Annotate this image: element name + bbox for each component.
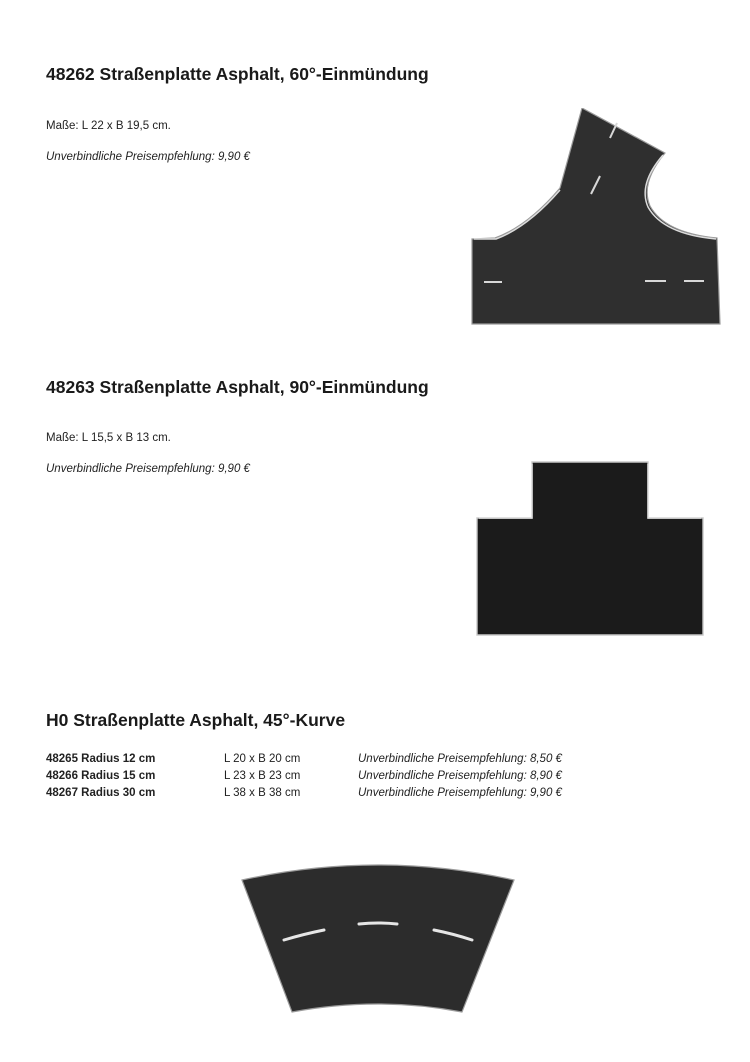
variant-code: 48267 Radius 30 cm bbox=[46, 787, 156, 799]
product-price-48262 bbox=[46, 151, 250, 163]
price-label: Unverbindliche Preisempfehlung bbox=[46, 151, 212, 163]
road-plate-60deg-junction-image bbox=[470, 108, 722, 326]
variant-price: Unverbindliche Preisempfehlung: 9,90 € bbox=[358, 787, 562, 799]
product-dimensions-48262: Maße: L 22 x B 19,5 cm. bbox=[46, 120, 171, 132]
product-title-h0-curve: H0 Straßenplatte Asphalt, 45°-Kurve bbox=[46, 710, 346, 730]
table-row bbox=[46, 768, 562, 785]
price-value: : 9,90 € bbox=[211, 463, 250, 475]
road-plate-90deg-junction-image bbox=[474, 460, 706, 640]
asphalt-plate bbox=[242, 865, 514, 1012]
variant-size: L 38 x B 38 cm bbox=[224, 787, 301, 799]
product-dimensions-48263: Maße: L 15,5 x B 13 cm. bbox=[46, 432, 171, 444]
lane-marking bbox=[359, 923, 397, 924]
variant-size: L 23 x B 23 cm bbox=[224, 770, 301, 782]
table-row bbox=[46, 751, 562, 768]
variant-price: Unverbindliche Preisempfehlung: 8,90 € bbox=[358, 770, 562, 782]
variant-size: L 20 x B 20 cm bbox=[224, 753, 301, 765]
asphalt-plate bbox=[472, 108, 720, 324]
price-label: Unverbindliche Preisempfehlung bbox=[46, 463, 212, 475]
table-row bbox=[46, 785, 562, 802]
curve-variants-table bbox=[46, 751, 562, 802]
asphalt-plate bbox=[477, 462, 703, 635]
variant-price: Unverbindliche Preisempfehlung: 8,50 € bbox=[358, 753, 562, 765]
product-title-48263: 48263 Straßenplatte Asphalt, 90°-Einmündung bbox=[46, 377, 429, 397]
product-price-48263 bbox=[46, 463, 250, 475]
road-plate-45deg-curve-image bbox=[238, 858, 518, 1018]
product-title-48262: 48262 Straßenplatte Asphalt, 60°-Einmündung bbox=[46, 64, 429, 84]
price-value: : 9,90 € bbox=[211, 151, 250, 163]
variant-code: 48266 Radius 15 cm bbox=[46, 770, 156, 782]
variant-code: 48265 Radius 12 cm bbox=[46, 753, 156, 765]
